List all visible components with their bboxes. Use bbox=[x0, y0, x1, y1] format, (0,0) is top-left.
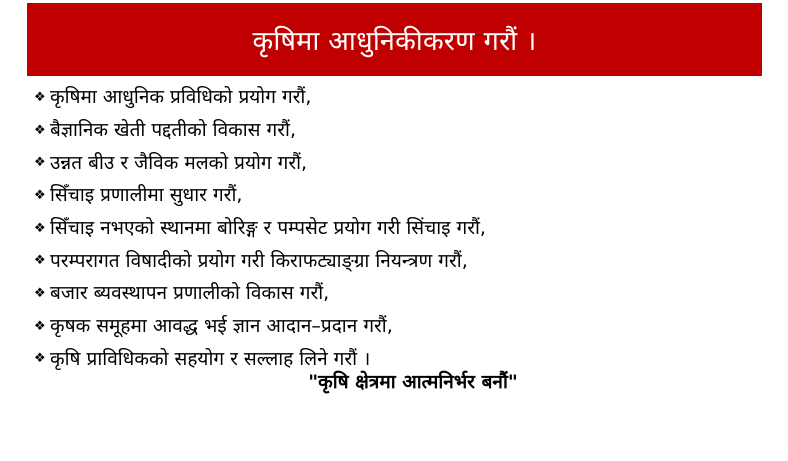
list-item bbox=[34, 80, 486, 113]
list-item-text: बजार ब्यवस्थापन प्रणालीको विकास गरौं, bbox=[50, 282, 330, 305]
advice-list bbox=[34, 80, 486, 374]
diamond-bullet-icon: ❖ bbox=[34, 187, 46, 203]
diamond-bullet-icon: ❖ bbox=[34, 285, 46, 301]
diamond-bullet-icon: ❖ bbox=[34, 253, 46, 269]
list-item bbox=[34, 113, 486, 146]
list-item bbox=[34, 309, 486, 342]
list-item-text: परम्परागत विषादीको प्रयोग गरी किराफट्याङ्ग्रा नियन्त्रण गरौं, bbox=[50, 249, 468, 272]
list-item bbox=[34, 178, 486, 211]
diamond-bullet-icon: ❖ bbox=[34, 220, 46, 236]
list-item-text: सिँचाइ नभएको स्थानमा बोरिङ्ग र पम्पसेट प्रयोग गरी सिंचाइ गरौं, bbox=[50, 217, 486, 240]
diamond-bullet-icon: ❖ bbox=[34, 318, 46, 334]
title-banner bbox=[27, 3, 762, 76]
slogan-text: "कृषि क्षेत्रमा आत्मनिर्भर बनौं" bbox=[308, 371, 518, 393]
list-item bbox=[34, 243, 486, 276]
diamond-bullet-icon: ❖ bbox=[34, 155, 46, 171]
list-item-text: कृषक समूहमा आवद्ध भई ज्ञान आदान–प्रदान गरौं, bbox=[50, 315, 393, 338]
list-item bbox=[34, 276, 486, 309]
list-item bbox=[34, 145, 486, 178]
diamond-bullet-icon: ❖ bbox=[34, 351, 46, 367]
list-item-text: सिँचाइ प्रणालीमा सुधार गरौं, bbox=[50, 184, 243, 207]
diamond-bullet-icon: ❖ bbox=[34, 122, 46, 138]
list-item-text: उन्नत बीउ र जैविक मलको प्रयोग गरौं, bbox=[50, 151, 308, 174]
page-title: कृषिमा आधुनिकीकरण गरौं । bbox=[252, 26, 537, 57]
list-item bbox=[34, 211, 486, 244]
list-item-text: बैज्ञानिक खेती पद्दतीको विकास गरौं, bbox=[50, 119, 296, 142]
list-item-text: कृषिमा आधुनिक प्रविधिको प्रयोग गरौं, bbox=[50, 86, 312, 109]
slogan bbox=[0, 368, 788, 394]
list-item-text: कृषि प्राविधिकको सहयोग र सल्लाह लिने गरौं । bbox=[50, 347, 371, 370]
diamond-bullet-icon: ❖ bbox=[34, 89, 46, 105]
